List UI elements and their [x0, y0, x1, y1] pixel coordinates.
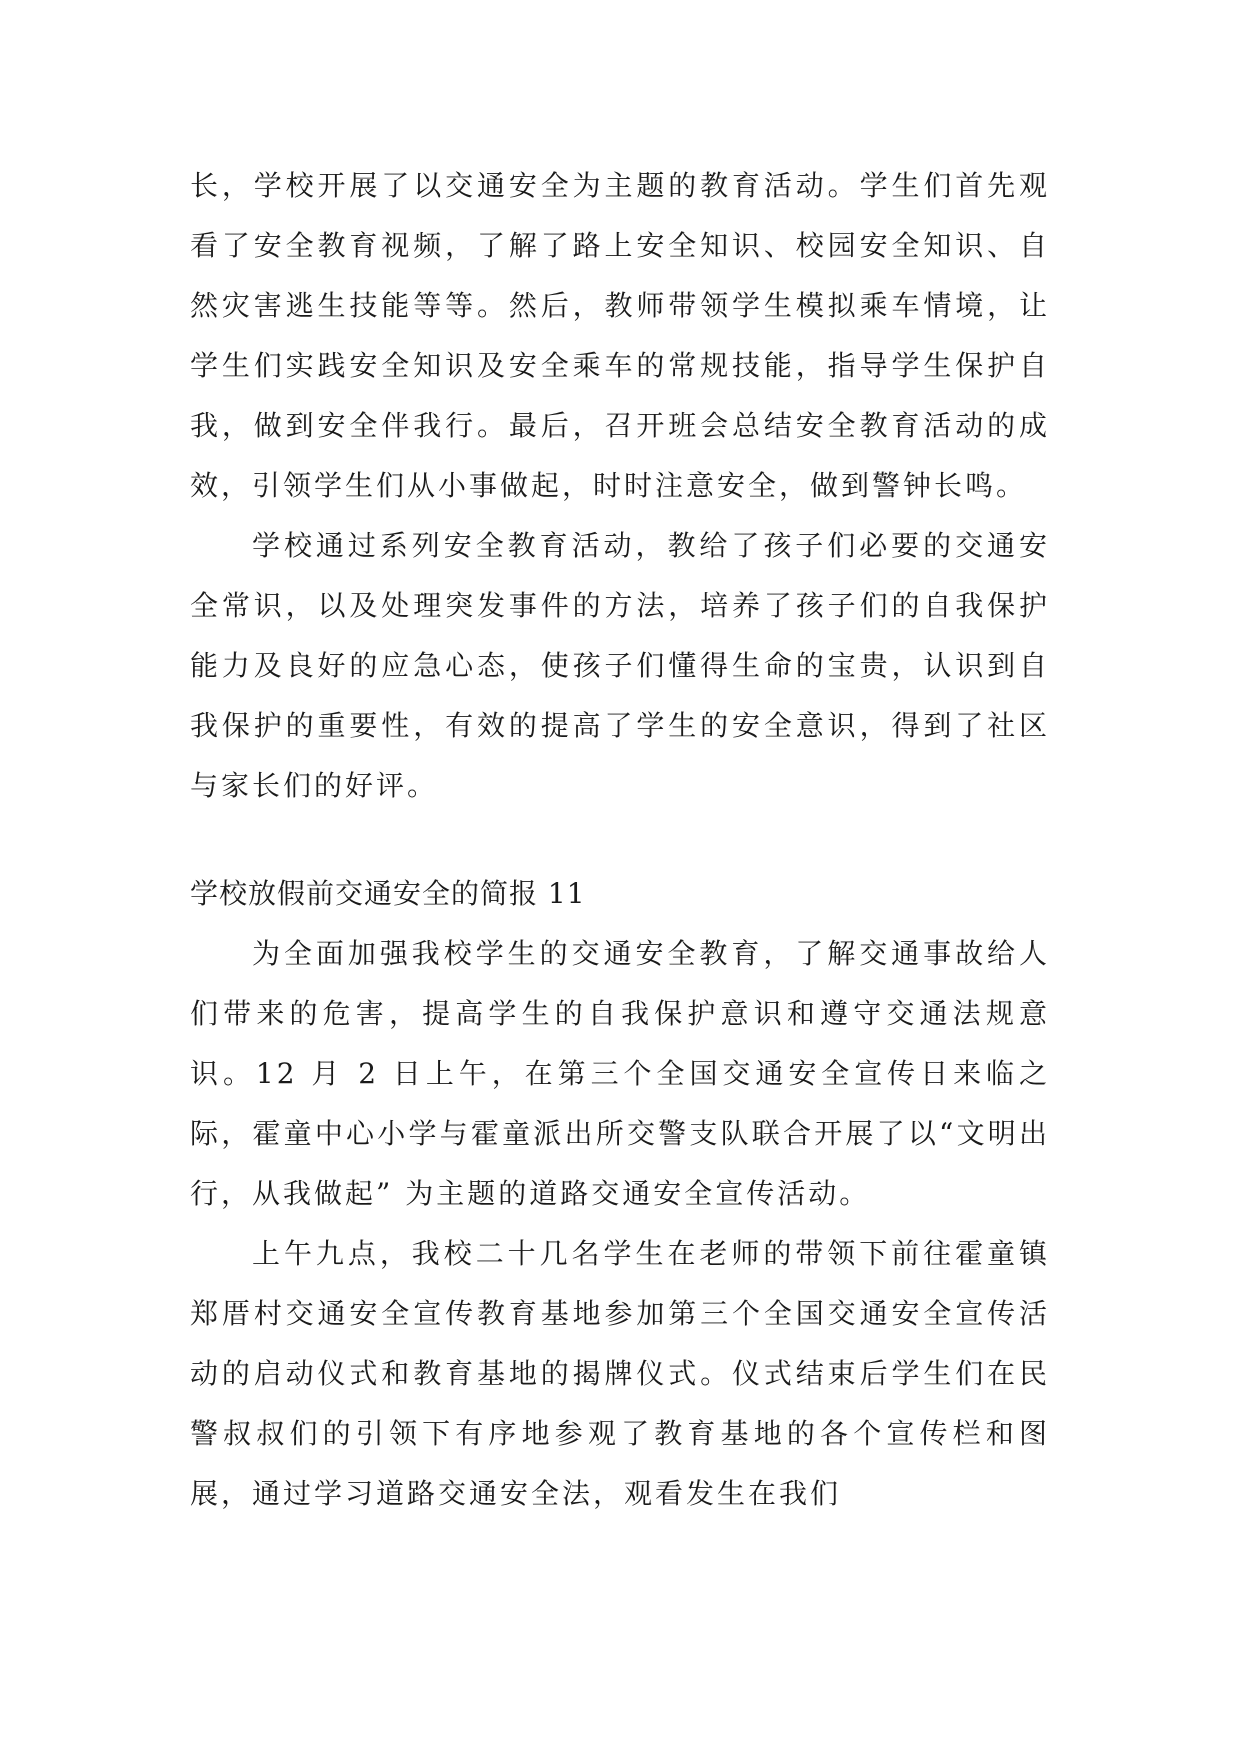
paragraph-event: 上午九点，我校二十几名学生在老师的带领下前往霍童镇郑厝村交通安全宣传教育基地参加第三个全国交通安全宣传活动的启动仪式和教育基地的揭牌仪式。仪式结束后学生们在民警叔叔们的引领下有序地参观了教育基地的各个宣传栏和图展，通过学习道路交通安全法，观看发生在我们 — [190, 1237, 1050, 1510]
paragraph-summary: 学校通过系列安全教育活动，教给了孩子们必要的交通安全常识，以及处理突发事件的方法，培养了孩子们的自我保护能力及良好的应急心态，使孩子们懂得生命的宝贵，认识到自我保护的重要性，有效的提高了学生的安全意识，得到了社区与家长们的好评。 — [190, 529, 1050, 802]
section-gap — [190, 816, 1050, 864]
section-title: 学校放假前交通安全的简报 11 — [190, 877, 586, 910]
paragraph-intro: 为全面加强我校学生的交通安全教育，了解交通事故给人们带来的危害，提高学生的自我保护意识和遵守交通法规意识。12 月 2 日上午，在第三个全国交通安全宣传日来临之际，霍童中心小学与霍童派出所交警支队联合开展了以“文明出行，从我做起” 为主题的道路交通安全宣传活动。 — [190, 937, 1050, 1210]
paragraph-continued: 长，学校开展了以交通安全为主题的教育活动。学生们首先观看了安全教育视频，了解了路上安全知识、校园安全知识、自然灾害逃生技能等等。然后，教师带领学生模拟乘车情境，让学生们实践安全知识及安全乘车的常规技能，指导学生保护自我，做到安全伴我行。最后，召开班会总结安全教育活动的成效，引领学生们从小事做起，时时注意安全，做到警钟长鸣。 — [190, 169, 1050, 502]
document-body — [190, 156, 1050, 1524]
